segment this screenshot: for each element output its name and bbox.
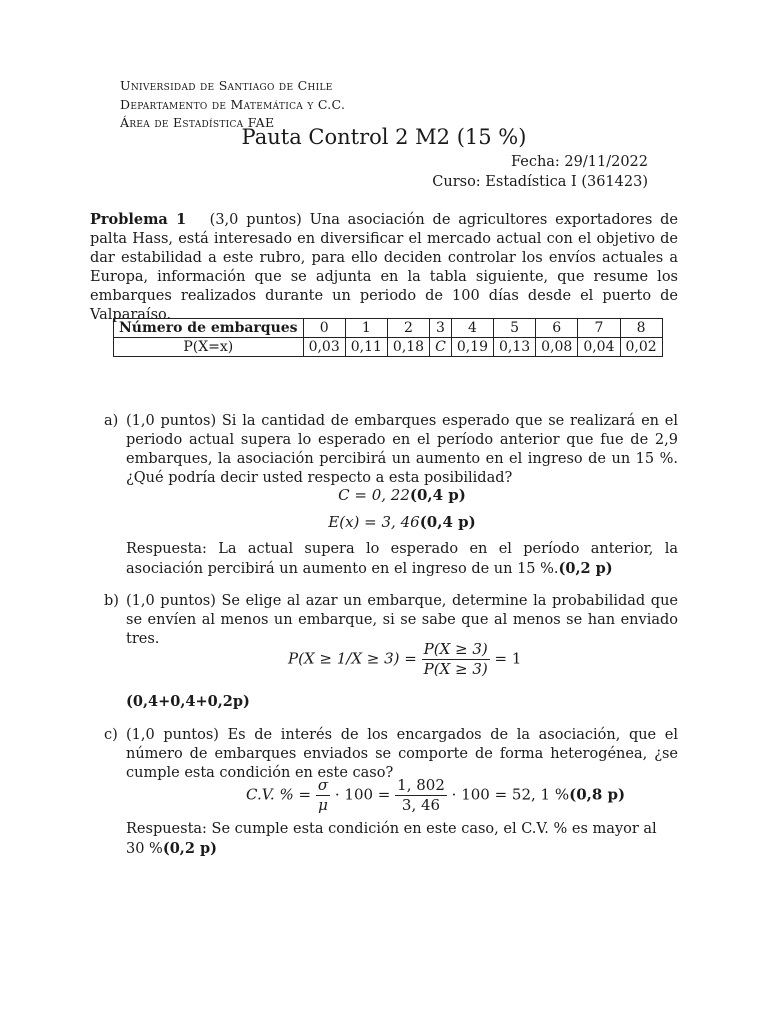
part-c-text: (1,0 puntos) Es de interés de los encargados de la asociación, que el número de embarques enviados se comporte de forma heterogénea, ¿se cumple esta condición en este caso? (126, 727, 678, 781)
table-cell: 0 (303, 319, 345, 338)
probability-table (113, 318, 663, 357)
table-cell: 4 (451, 319, 493, 338)
part-a-answer (126, 540, 678, 579)
table-cell: 0,02 (620, 338, 662, 357)
table-row (114, 319, 663, 338)
table-cell: 3 (430, 319, 452, 338)
points: (0,2 p) (162, 840, 217, 857)
course-info: Curso: Estadística I (361423) (432, 174, 648, 190)
fraction (422, 640, 490, 679)
part-c-equation (246, 776, 625, 815)
table-cell: 0,18 (387, 338, 429, 357)
table-cell: 0,04 (578, 338, 620, 357)
part-b-equation (288, 640, 521, 679)
table-cell: 8 (620, 319, 662, 338)
part-b-label: b) (104, 593, 119, 609)
page-title: Pauta Control 2 M2 (15 %) (241, 125, 527, 149)
part-a-label: a) (104, 413, 119, 429)
table-cell: 0,08 (536, 338, 578, 357)
points: (0,2 p) (558, 560, 613, 577)
table-cell: 2 (387, 319, 429, 338)
table-header-p: P(X=x) (114, 338, 304, 357)
table-cell: 6 (536, 319, 578, 338)
part-b-points: (0,4+0,4+0,2p) (126, 693, 250, 710)
equation-lhs: P(X ≥ 1/X ≥ 3) = (288, 649, 417, 668)
part-a-equation-ex (0, 513, 768, 532)
points: (0,8 p) (569, 785, 626, 804)
part-c-answer (126, 820, 678, 859)
part-c-label: c) (104, 727, 118, 743)
university-name: Universidad de Santiago de Chile (120, 78, 333, 93)
fraction (395, 776, 447, 815)
table-cell: 1 (345, 319, 387, 338)
numerator: 1, 802 (397, 776, 445, 794)
area-name: Área de Estadística FAE (120, 115, 275, 130)
problem-label: Problema 1 (90, 211, 187, 228)
equation-c: C = 0, 22 (338, 486, 410, 504)
equation-rhs: = 1 (494, 649, 522, 668)
equation-rhs: · 100 = 52, 1 % (451, 785, 570, 804)
part-a-equation-c (0, 486, 768, 505)
equation-mid: · 100 = (334, 785, 391, 804)
table-header-x: Número de embarques (114, 319, 304, 338)
points: (0,4 p) (419, 513, 476, 531)
answer-text: Respuesta: La actual supera lo esperado en el período anterior, la asociación percibirá un aumento en el ingreso de un 15 %. (126, 541, 678, 577)
equation-lhs: C.V. % = (246, 785, 312, 804)
numerator: σ (317, 776, 329, 794)
table-cell: 5 (493, 319, 535, 338)
part-a-text: (1,0 puntos) Si la cantidad de embarques esperado que se realizará en el periodo actual supera lo esperado en el período anterior que fue de 2,9 embarques, la asociación percibirá un aumento en el ingreso de un 15 %. ¿Qué podría decir usted respecto a esta posibilidad? (126, 413, 678, 486)
denominator: μ (318, 796, 328, 814)
table-cell: 7 (578, 319, 620, 338)
points: (0,4 p) (409, 486, 466, 504)
table-cell: 0,03 (303, 338, 345, 357)
fraction (316, 776, 330, 815)
part-c (104, 726, 678, 783)
equation-ex: E(x) = 3, 46 (328, 513, 420, 531)
table-row (114, 338, 663, 357)
part-b-text: (1,0 puntos) Se elige al azar un embarque, determine la probabilidad que se envíen al menos un embarque, si se sabe que al menos se han enviado tres. (126, 593, 678, 647)
answer-text: Respuesta: Se cumple esta condición en este caso, el C.V. % es mayor al 30 % (126, 821, 657, 857)
table-cell: 0,19 (451, 338, 493, 357)
part-a (104, 412, 678, 488)
table-cell: 0,13 (493, 338, 535, 357)
exam-date: Fecha: 29/11/2022 (510, 154, 648, 170)
table-cell: 0,11 (345, 338, 387, 357)
problem-text: (3,0 puntos) Una asociación de agricultores exportadores de palta Hass, está interesado en diversificar el mercado actual con el objetivo de dar estabilidad a este rubro, para ello deciden controlar los envíos actuales a Europa, información que se adjunta en la tabla siguiente, que resume los embarques realizados durante un periodo de 100 días desde el puerto de Valparaíso. (90, 212, 679, 323)
department-name: Departamento de Matemática y C.C. (120, 97, 346, 112)
numerator: P(X ≥ 3) (423, 640, 488, 658)
denominator: 3, 46 (401, 796, 441, 814)
table-cell: C (430, 338, 452, 357)
problem-statement (90, 210, 678, 325)
denominator: P(X ≥ 3) (423, 660, 488, 678)
